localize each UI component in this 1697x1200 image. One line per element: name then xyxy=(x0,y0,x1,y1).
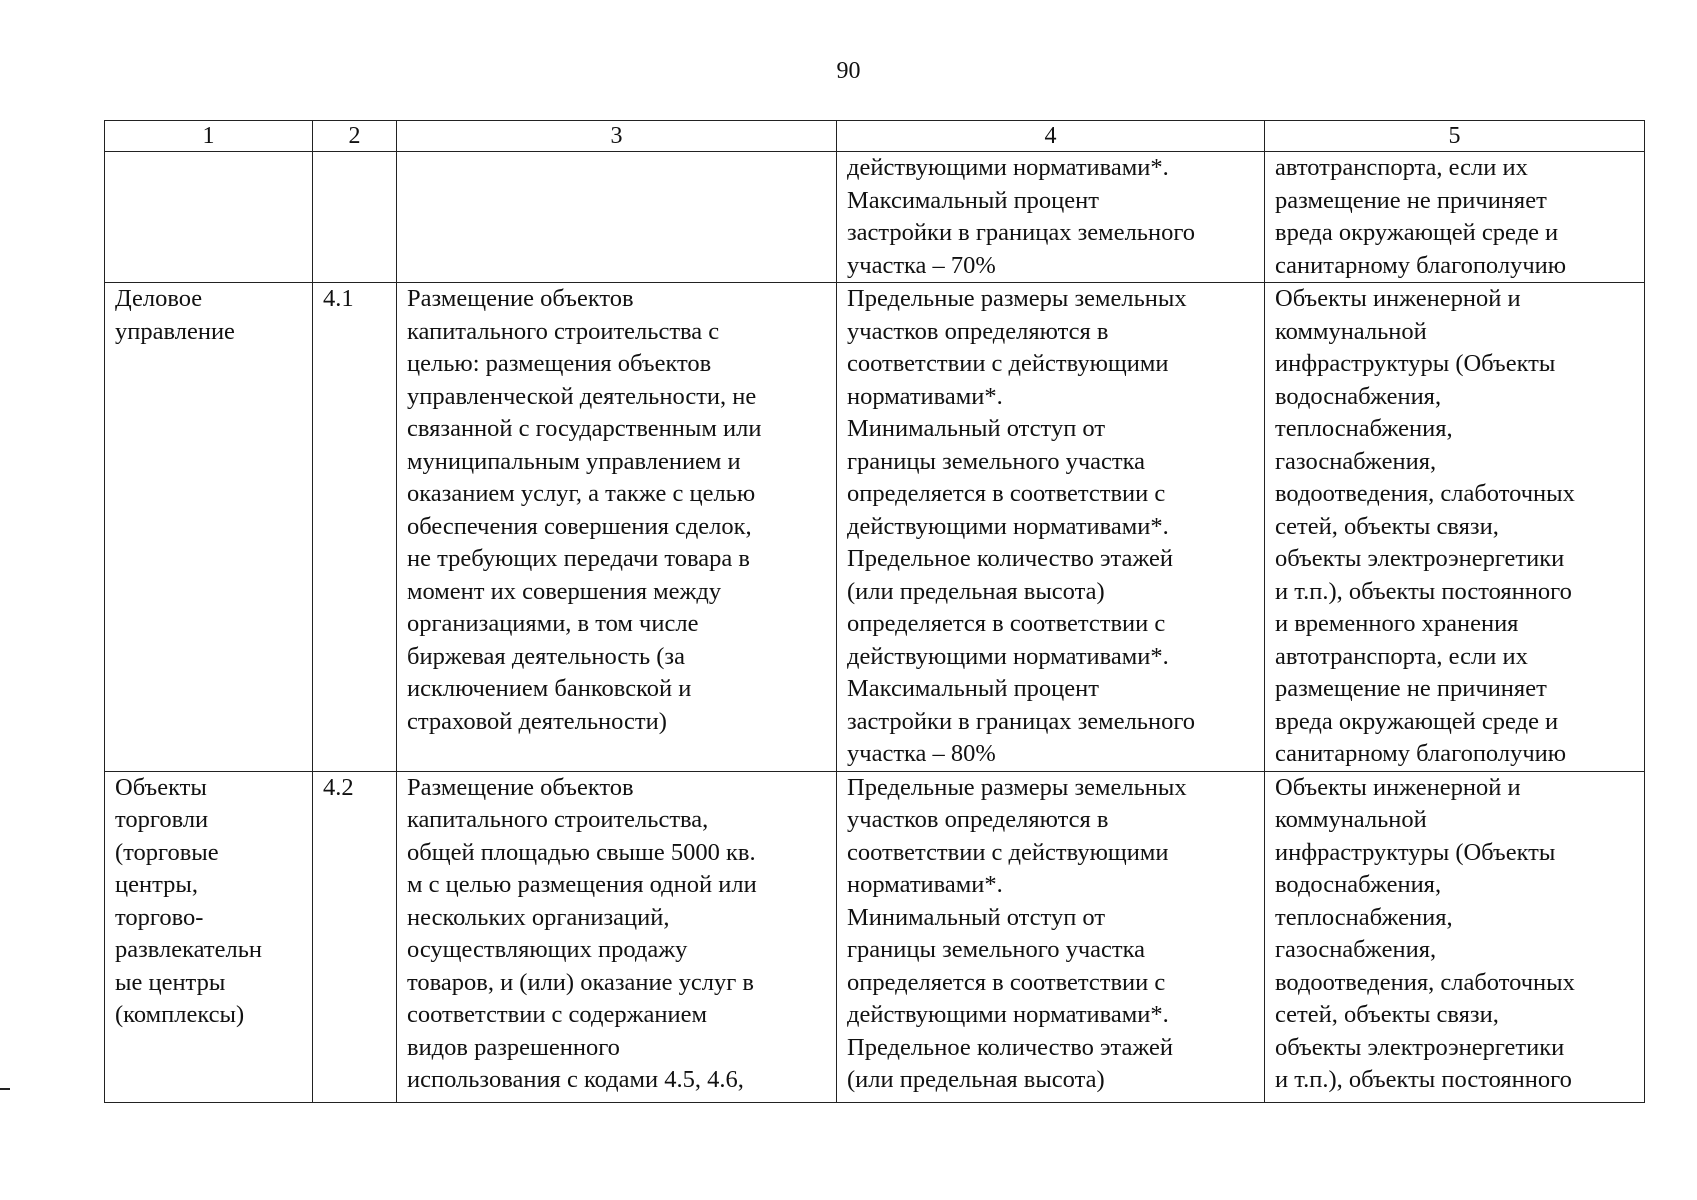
table-row xyxy=(105,283,1645,772)
cell-parameters: действующими нормативами*. Максимальный процент застройки в границах земельного участка – 70% xyxy=(837,152,1265,283)
cell-auxiliary-uses: Объекты инженерной и коммунальной инфраструктуры (Объекты водоснабжения, теплоснабжения, газоснабжения, водоотведения, слаботочных сетей, объекты связи, объекты электроэнергетики и т.п.), объекты постоянного и временного хранения автотранспорта, если их размещение не причиняет вреда окружающей среде и санитарному благополучию xyxy=(1265,283,1645,772)
column-header-1: 1 xyxy=(105,121,313,152)
cell-use-name xyxy=(105,152,313,283)
column-header-2: 2 xyxy=(313,121,397,152)
page-number: 90 xyxy=(836,58,861,84)
cell-parameters: Предельные размеры земельных участков определяются в соответствии с действующими нормативами*. Минимальный отступ от границы земельного участка определяется в соответствии с действующими нормативами*. Предельное количество этажей (или предельная высота) определяется в соответствии с действующими нормативами*. Максимальный процент застройки в границах земельного участка – 80% xyxy=(837,283,1265,772)
cell-use-description xyxy=(397,152,837,283)
cell-auxiliary-uses: Объекты инженерной и коммунальной инфраструктуры (Объекты водоснабжения, теплоснабжения, газоснабжения, водоотведения, слаботочных сетей, объекты связи, объекты электроэнергетики и т.п.), объекты постоянного xyxy=(1265,771,1645,1102)
column-header-3: 3 xyxy=(397,121,837,152)
zoning-table xyxy=(104,120,1645,1103)
cell-use-description: Размещение объектов капитального строительства, общей площадью свыше 5000 кв. м с целью размещения одной или нескольких организаций, осуществляющих продажу товаров, и (или) оказание услуг в соответствии с содержанием видов разрешенного использования с кодами 4.5, 4.6, xyxy=(397,771,837,1102)
cell-parameters: Предельные размеры земельных участков определяются в соответствии с действующими нормативами*. Минимальный отступ от границы земельного участка определяется в соответствии с действующими нормативами*. Предельное количество этажей (или предельная высота) xyxy=(837,771,1265,1102)
table-row xyxy=(105,152,1645,283)
cell-use-code: 4.1 xyxy=(313,283,397,772)
cell-use-name: Деловое управление xyxy=(105,283,313,772)
cell-use-code: 4.2 xyxy=(313,771,397,1102)
table-row xyxy=(105,771,1645,1102)
cell-use-description: Размещение объектов капитального строительства с целью: размещения объектов управленческой деятельности, не связанной с государственным или муниципальным управлением и оказанием услуг, а также с целью обеспечения совершения сделок, не требующих передачи товара в момент их совершения между организациями, в том числе биржевая деятельность (за исключением банковской и страховой деятельности) xyxy=(397,283,837,772)
cell-use-code xyxy=(313,152,397,283)
cell-auxiliary-uses: автотранспорта, если их размещение не причиняет вреда окружающей среде и санитарному благополучию xyxy=(1265,152,1645,283)
cell-use-name: Объекты торговли (торговые центры, торгово- развлекательн ые центры (комплексы) xyxy=(105,771,313,1102)
column-header-4: 4 xyxy=(837,121,1265,152)
margin-mark xyxy=(0,1088,10,1090)
table-header-row xyxy=(105,121,1645,152)
column-header-5: 5 xyxy=(1265,121,1645,152)
